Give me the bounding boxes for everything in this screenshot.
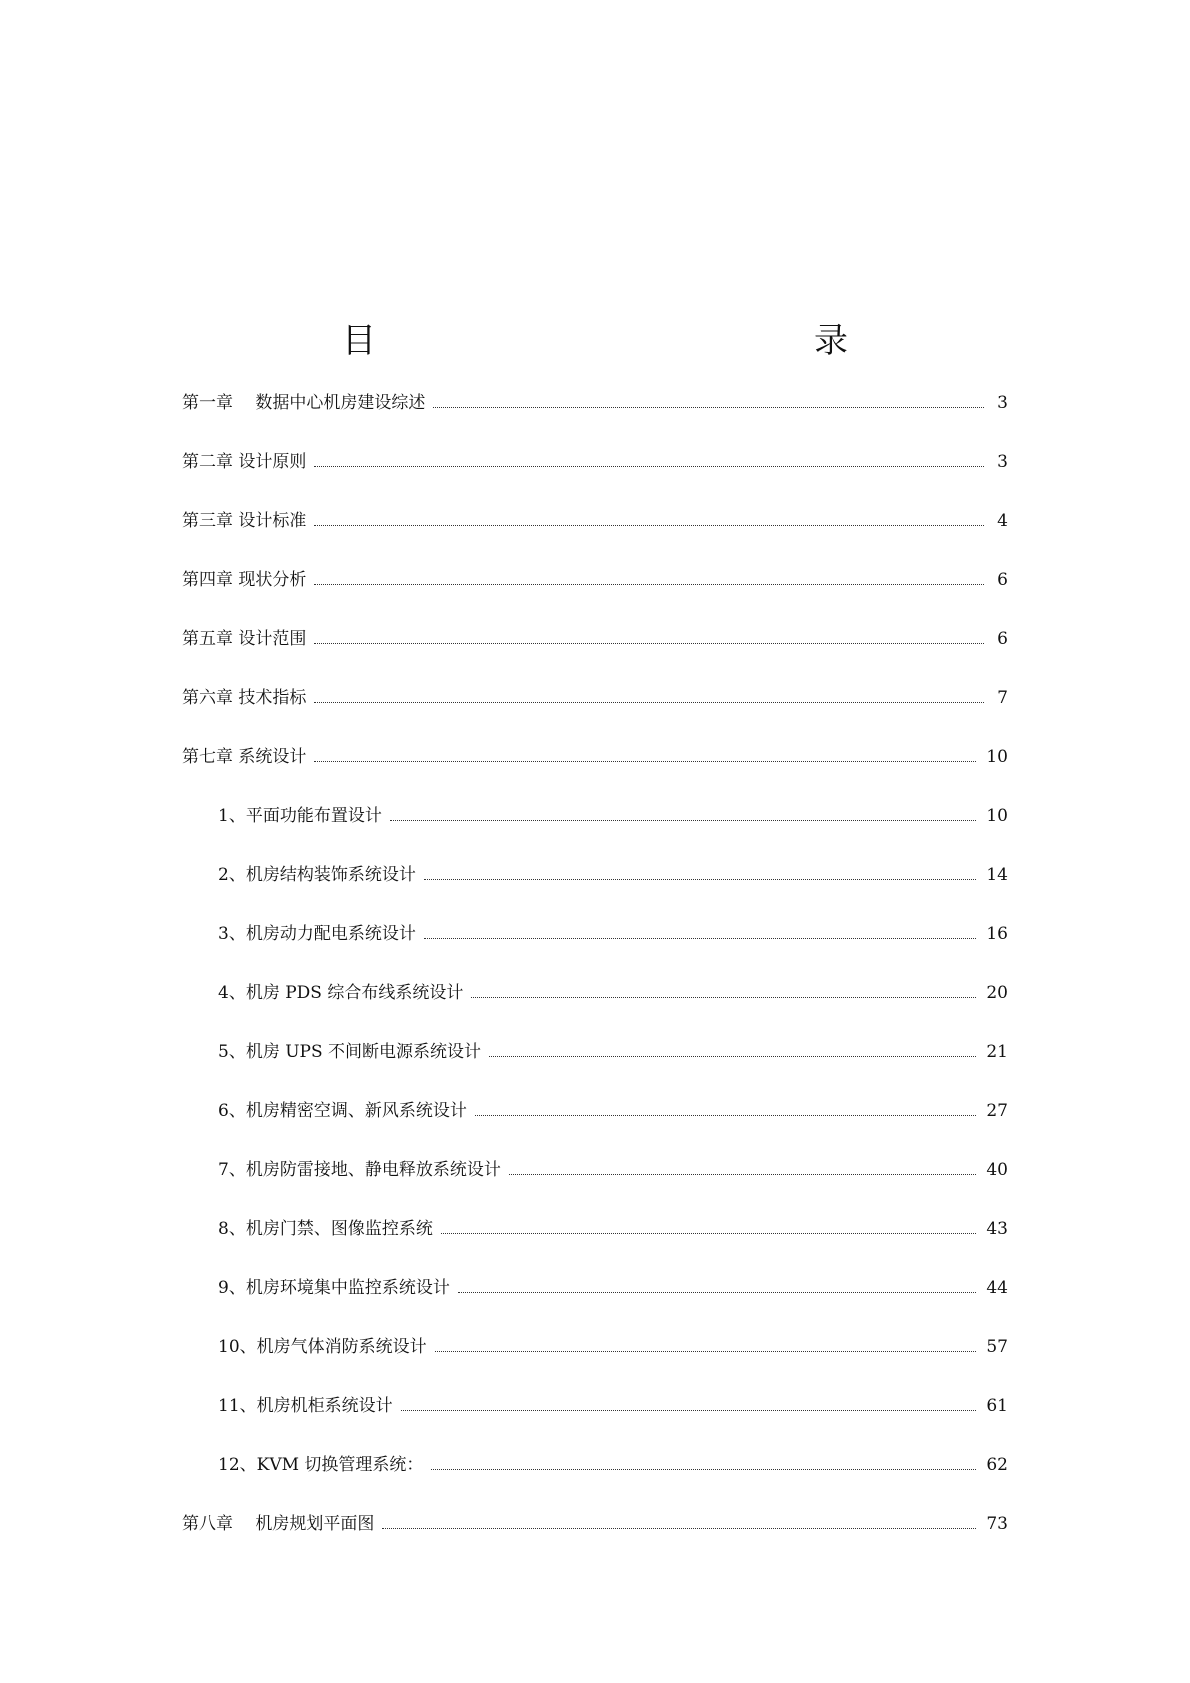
toc-entry-chapter-7[interactable] (182, 741, 1008, 767)
toc-entry-section-8[interactable] (218, 1213, 1008, 1239)
toc-entry-label: 5、机房 UPS 不间断电源系统设计 (218, 1042, 482, 1062)
toc-entry-label: 第八章 机房规划平面图 (182, 1514, 375, 1534)
toc-entry-label: 10、机房气体消防系统设计 (218, 1337, 427, 1357)
toc-entry-section-7[interactable] (218, 1154, 1008, 1180)
toc-entry-label: 6、机房精密空调、新风系统设计 (218, 1101, 467, 1121)
dot-leader (314, 623, 984, 644)
toc-entry-page: 44 (986, 1278, 1008, 1298)
toc-entry-chapter-3[interactable] (182, 505, 1008, 531)
toc-entry-chapter-6[interactable] (182, 682, 1008, 708)
toc-title: 目 录 (342, 320, 932, 361)
toc-entry-page: 40 (986, 1160, 1008, 1180)
toc-entry-section-6[interactable] (218, 1095, 1008, 1121)
dot-leader (314, 682, 984, 703)
toc-entry-page: 16 (986, 924, 1008, 944)
toc-entry-page: 4 (997, 511, 1008, 531)
dot-leader (424, 918, 977, 939)
toc-entry-label: 1、平面功能布置设计 (218, 806, 382, 826)
toc-entry-section-2[interactable] (218, 859, 1008, 885)
toc-entry-chapter-5[interactable] (182, 623, 1008, 649)
toc-entry-page: 10 (986, 806, 1008, 826)
dot-leader (431, 1449, 976, 1470)
toc-entry-label: 2、机房结构装饰系统设计 (218, 865, 416, 885)
dot-leader (382, 1508, 976, 1529)
toc-entry-page: 20 (986, 983, 1008, 1003)
toc-entry-page: 7 (997, 688, 1008, 708)
toc-entry-label: 第六章 技术指标 (182, 688, 307, 708)
toc-entry-section-11[interactable] (218, 1390, 1008, 1416)
toc-entry-chapter-2[interactable] (182, 446, 1008, 472)
dot-leader (314, 564, 984, 585)
dot-leader (424, 859, 977, 880)
toc-entry-page: 57 (986, 1337, 1008, 1357)
toc-entry-label: 第二章 设计原则 (182, 452, 307, 472)
dot-leader (475, 1095, 977, 1116)
toc-entry-page: 43 (986, 1219, 1008, 1239)
toc-entry-label: 第五章 设计范围 (182, 629, 307, 649)
toc-entry-section-1[interactable] (218, 800, 1008, 826)
toc-entry-page: 6 (997, 570, 1008, 590)
dot-leader (489, 1036, 976, 1057)
toc-entry-page: 73 (986, 1514, 1008, 1534)
toc-entry-section-12[interactable] (218, 1449, 1008, 1475)
toc-entry-page: 21 (986, 1042, 1008, 1062)
toc-entry-label: 3、机房动力配电系统设计 (218, 924, 416, 944)
dot-leader (390, 800, 977, 821)
toc-entry-label: 11、机房机柜系统设计 (218, 1396, 393, 1416)
toc-entry-page: 27 (986, 1101, 1008, 1121)
toc-entry-label: 8、机房门禁、图像监控系统 (218, 1219, 433, 1239)
toc-entry-page: 6 (997, 629, 1008, 649)
toc-entry-section-10[interactable] (218, 1331, 1008, 1357)
toc-entry-label: 9、机房环境集中监控系统设计 (218, 1278, 450, 1298)
toc-entry-label: 第一章 数据中心机房建设综述 (182, 393, 426, 413)
dot-leader (401, 1390, 977, 1411)
toc-entry-chapter-8[interactable] (182, 1508, 1008, 1534)
toc-entry-chapter-4[interactable] (182, 564, 1008, 590)
toc-entry-label: 4、机房 PDS 综合布线系统设计 (218, 983, 464, 1003)
toc-entry-page: 3 (997, 452, 1008, 472)
dot-leader (314, 446, 984, 467)
toc-entry-page: 62 (986, 1455, 1008, 1475)
dot-leader (314, 741, 976, 762)
dot-leader (509, 1154, 977, 1175)
toc-entry-page: 3 (997, 393, 1008, 413)
toc-entry-section-5[interactable] (218, 1036, 1008, 1062)
dot-leader (458, 1272, 977, 1293)
dot-leader (471, 977, 976, 998)
dot-leader (435, 1331, 977, 1352)
toc-entry-section-4[interactable] (218, 977, 1008, 1003)
dot-leader (314, 505, 984, 526)
toc-entry-page: 61 (986, 1396, 1008, 1416)
dot-leader (433, 387, 984, 408)
toc-entry-page: 10 (986, 747, 1008, 767)
toc-entry-label: 12、KVM 切换管理系统： (218, 1455, 424, 1475)
toc-entry-chapter-1[interactable] (182, 387, 1008, 413)
toc-entry-section-3[interactable] (218, 918, 1008, 944)
toc-entry-page: 14 (986, 865, 1008, 885)
toc-entry-label: 第七章 系统设计 (182, 747, 307, 767)
toc-entry-label: 7、机房防雷接地、静电释放系统设计 (218, 1160, 501, 1180)
toc-entry-label: 第三章 设计标准 (182, 511, 307, 531)
toc-entry-section-9[interactable] (218, 1272, 1008, 1298)
dot-leader (441, 1213, 977, 1234)
toc-entry-label: 第四章 现状分析 (182, 570, 307, 590)
